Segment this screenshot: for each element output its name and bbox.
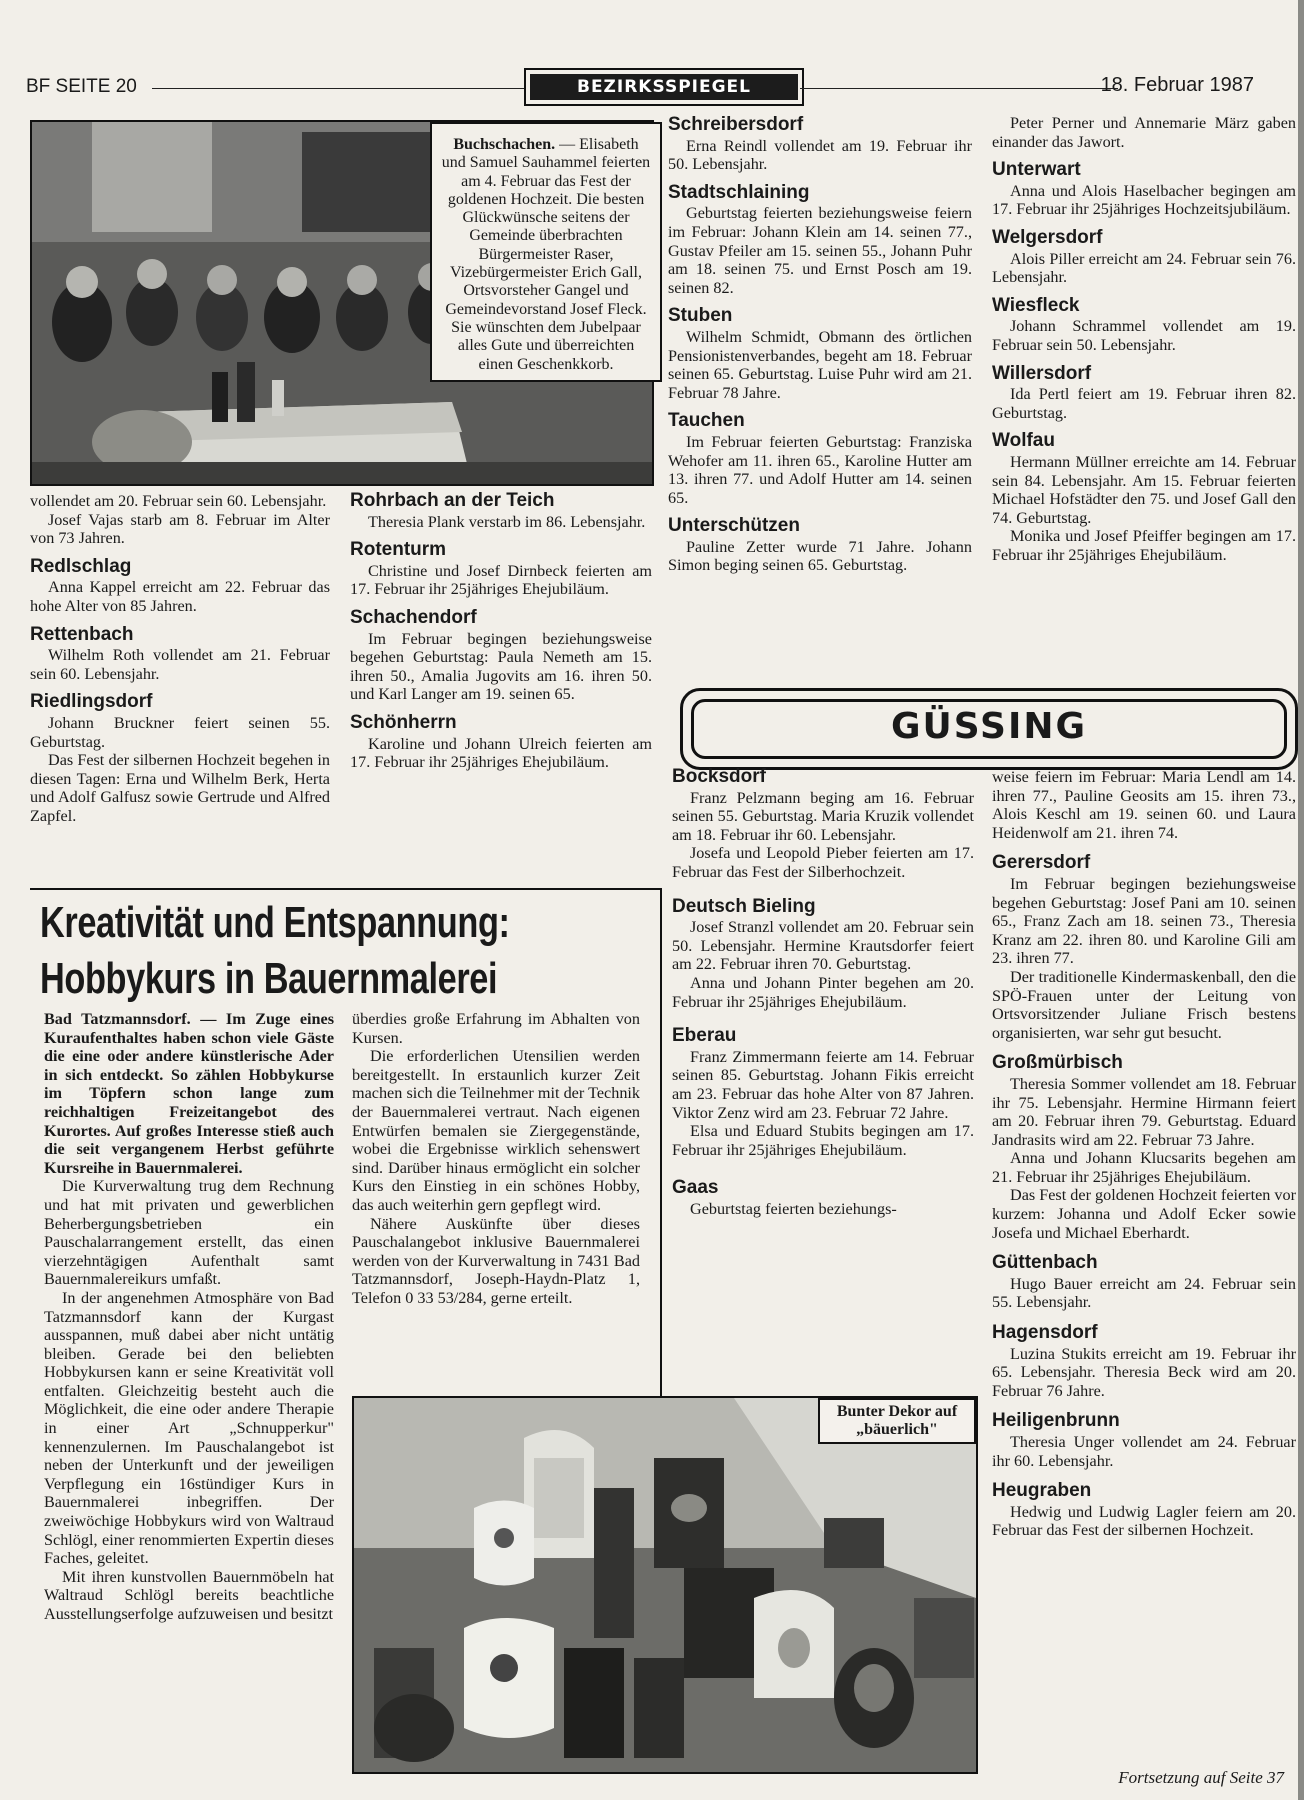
- col1-text-redlschlag: Anna Kappel erreicht am 22. Februar das hohe Alter von 85 Jahren.: [30, 578, 330, 615]
- col5-text-bocksdorf-2: Josefa und Leopold Pieber feierten am 17. Februar das Fest der Silberhochzeit.: [672, 844, 974, 881]
- col2-heading-rotenturm: Rotenturm: [350, 539, 447, 561]
- col4-text-wolfau-2: Monika und Josef Pfeiffer begingen am 17. Februar ihr 25jähriges Ehejubiläum.: [992, 527, 1296, 564]
- column-3: [668, 116, 972, 575]
- col1-heading-redlschlag: Redlschlag: [30, 555, 132, 577]
- col6-text-guettenbach: Hugo Bauer erreicht am 24. Februar sein 55. Lebensjahr.: [992, 1274, 1296, 1312]
- col6-text-grossmuerbisch-2: Anna und Johann Klucsarits begehen am 21. Februar ihr 25jähriges Ehejubiläum.: [992, 1149, 1296, 1186]
- col6-heading-gerersdorf: Gerersdorf: [992, 852, 1091, 874]
- header-rule-left: [152, 88, 524, 89]
- header-rule-right: [800, 88, 1118, 89]
- photo-golden-wedding-caption: [430, 122, 662, 382]
- col5-text-bocksdorf-1: Franz Pelzmann beging am 16. Februar seinen 55. Geburtstag. Maria Kruzik vollendet am 18. Februar ihr 60. Lebensjahr.: [672, 788, 974, 844]
- col2-heading-rohrbach: Rohrbach an der Teich: [350, 490, 555, 511]
- col6-heading-heiligenbrunn: Heiligenbrunn: [992, 1410, 1120, 1432]
- col3-text-stadtschlaining: Geburtstag feierten beziehungsweise feiern im Februar: Johann Klein am 14. seinen 77., Gustav Pfeiler am 15. seinen 55., Johann Puhr am 18. seinen 75. und Ernst Posch am 19. seinen 82.: [668, 204, 972, 297]
- column-5: [672, 768, 974, 1218]
- article-paragraph-5: Die erforderlichen Utensilien werden bereitgestellt. In erstaunlich kurzer Zeit machen sich die Teilnehmer mit der Technik der Bauernmalerei vertraut. Nach eigenen Entwürfen bemalen sie Ziergegenstände, wobei die Ergebnisse wirklich sehenswert sind. Darüber hinaus ermöglicht ein solcher Kurs den Einstieg in ein schönes Hobby, das auch weiterhin gern gepflegt wird.: [352, 1047, 640, 1214]
- col6-text-gerersdorf-1: Im Februar begingen beziehungsweise begehen Geburtstag: Josef Pani am 10. seinen 65., Franz Zach am 18. seinen 73., Theresia Kranz am 22. ihren 80. und Karoline Gili am 23. ihren 77.: [992, 874, 1296, 968]
- caption-place: Buchschachen.: [453, 136, 556, 153]
- col3-heading-tauchen: Tauchen: [668, 410, 745, 432]
- col2-text-schachendorf: Im Februar begingen beziehungsweise begehen Geburtstag: Paula Nemeth am 15. ihren 50., Amalia Jugovits am 16. ihren 50. und Karl Langer am 19. seinen 65.: [350, 629, 652, 704]
- col1-heading-rettenbach: Rettenbach: [30, 623, 134, 645]
- issue-date: 18. Februar 1987: [1100, 74, 1254, 96]
- col1-text-rettenbach: Wilhelm Roth vollendet am 21. Februar sein 60. Lebensjahr.: [30, 646, 330, 683]
- col5-heading-bocksdorf: Bocksdorf: [672, 766, 766, 787]
- col5-text-deutsch-bieling-1: Josef Stranzl vollendet am 20. Februar sein 50. Lebensjahr. Hermine Krautsdorfer feiert am 22. Februar ihren 70. Geburtstag.: [672, 918, 974, 974]
- col6-text-gerersdorf-2: Der traditionelle Kindermaskenball, den die SPÖ-Frauen unter der Leitung von Ortsvorsitzender Juliane Frisch bestens organisierten, war sehr gut besucht.: [992, 967, 1296, 1042]
- col6-heading-guettenbach: Güttenbach: [992, 1252, 1098, 1274]
- col4-heading-wiesfleck: Wiesfleck: [992, 294, 1080, 316]
- col5-heading-eberau: Eberau: [672, 1025, 737, 1047]
- col4-text-willersdorf: Ida Pertl feiert am 19. Februar ihren 82. Geburtstag.: [992, 385, 1296, 422]
- section-label: BEZIRKSSPIEGEL: [530, 74, 798, 100]
- article-paragraph-4: überdies große Erfahrung im Abhalten von Kursen.: [352, 1010, 640, 1047]
- article-column-b: [352, 1010, 640, 1308]
- column-4: [992, 114, 1296, 564]
- col2-text-rotenturm: Christine und Josef Dirnbeck feierten am 17. Februar ihr 25jähriges Ehejubiläum.: [350, 561, 652, 599]
- col2-text-schoenherrn: Karoline und Johann Ulreich feierten am 17. Februar ihr 25jähriges Ehejubiläum.: [350, 734, 652, 772]
- article-paragraph-3: Mit ihren kunstvollen Bauernmöbeln hat Waltraud Schlögl bereits beachtliche Ausstellungserfolge aufzuweisen und besitzt: [44, 1567, 334, 1623]
- col1-cont1: vollendet am 20. Februar sein 60. Lebensjahr.: [30, 492, 327, 510]
- photo-pottery: [352, 1396, 978, 1774]
- article-paragraph-6: Nähere Auskünfte über dieses Pauschalangebot inklusive Bauernmalerei werden von der Kurverwaltung in 7431 Bad Tatzmannsdorf, Joseph-Haydn-Platz 1, Telefon 0 33 53/284, gerne erteilt.: [352, 1214, 640, 1307]
- col2-heading-schachendorf: Schachendorf: [350, 606, 477, 628]
- col3-heading-unterschuetzen: Unterschützen: [668, 515, 800, 537]
- col5-heading-deutsch-bieling: Deutsch Bieling: [672, 895, 816, 917]
- column-2: [350, 492, 652, 772]
- col3-text-stuben: Wilhelm Schmidt, Obmann des örtlichen Pensionistenverbandes, begeht am 18. Februar seinen 65. Geburtstag. Luise Puhr wird am 21. Februar 78 Jahre.: [668, 327, 972, 402]
- col4-heading-unterwart: Unterwart: [992, 159, 1081, 181]
- article-paragraph-1: Die Kurverwaltung trug dem Rechnung und hat mit privaten und gewerblichen Beherbergungsbetrieben ein Pauschalarrangement erstellt, das einen vierzehntägigen Aufenthalt samt Bauernmalereikurs umfaßt.: [44, 1177, 334, 1289]
- col1-text-riedlingsdorf-1: Johann Bruckner feiert seinen 55. Geburtstag.: [30, 713, 330, 751]
- section-banner-guessing: [680, 688, 1298, 770]
- column-6: [992, 768, 1296, 1540]
- col1-heading-riedlingsdorf: Riedlingsdorf: [30, 691, 153, 713]
- col3-heading-stuben: Stuben: [668, 305, 733, 327]
- col3-text-schreibersdorf: Erna Reindl vollendet am 19. Februar ihr 50. Lebensjahr.: [668, 136, 972, 174]
- col4-text-unterwart: Anna und Alois Haselbacher begingen am 17. Februar ihr 25jähriges Hochzeitsjubiläum.: [992, 181, 1296, 219]
- col5-text-eberau-1: Franz Zimmermann feierte am 14. Februar seinen 85. Geburtstag. Johann Fikis erreicht am 23. Februar das hohe Alter von 87 Jahren. Viktor Zenz wird am 23. Februar 72 Jahre.: [672, 1047, 974, 1122]
- col5-text-gaas: Geburtstag feierten beziehungs-: [690, 1199, 897, 1218]
- continuation-note: Fortsetzung auf Seite 37: [1118, 1768, 1284, 1787]
- col4-heading-welgersdorf: Welgersdorf: [992, 226, 1103, 248]
- col5-text-deutsch-bieling-2: Anna und Johann Pinter begehen am 20. Februar ihr 25jähriges Ehejubiläum.: [672, 973, 974, 1011]
- col6-cont: weise feiern im Februar: Maria Lendl am 14. ihren 77., Pauline Geosits am 15. ihren 73., Alois Keschl am 19. seinen 60. und Laura Heidenwolf am 21. ihren 74.: [992, 768, 1296, 842]
- col5-text-eberau-2: Elsa und Eduard Stubits begingen am 17. Februar ihr 25jähriges Ehejubiläum.: [672, 1122, 974, 1159]
- col3-text-tauchen: Im Februar feierten Geburtstag: Franziska Wehofer am 11. ihren 65., Karoline Hutter am 13. ihren 77. und Adolf Hutter am 14. seinen 65.: [668, 432, 972, 507]
- section-banner-title: GÜSSING: [691, 699, 1287, 759]
- photo-pottery-image: [354, 1398, 976, 1772]
- col4-text-wolfau-1: Hermann Müllner erreichte am 14. Februar sein 84. Lebensjahr. Am 15. Februar feierten Michael Hofstädter den 75. und Josef Gall den 74. Geburtstag.: [992, 452, 1296, 527]
- col6-text-heiligenbrunn: Theresia Unger vollendet am 24. Februar ihr 60. Lebensjahr.: [992, 1433, 1296, 1470]
- col5-heading-gaas: Gaas: [672, 1177, 719, 1199]
- col3-heading-schreibersdorf: Schreibersdorf: [668, 114, 804, 135]
- article-column-a: [44, 1010, 334, 1624]
- col6-text-grossmuerbisch-1: Theresia Sommer vollendet am 18. Februar ihr 75. Lebensjahr. Hermine Hirmann feiert am 20. Februar ihren 79. Geburtstag. Eduard Jandrasits wird am 22. Februar 73 Jahre.: [992, 1074, 1296, 1149]
- photo-pottery-caption: Bunter Dekor auf „bäuerlich": [818, 1398, 976, 1444]
- col2-heading-schoenherrn: Schönherrn: [350, 711, 457, 733]
- column-1: [30, 492, 330, 826]
- col6-text-heugraben: Hedwig und Ludwig Lagler feiern am 20. Februar das Fest der silbernen Hochzeit.: [992, 1502, 1296, 1540]
- col3-heading-stadtschlaining: Stadtschlaining: [668, 181, 810, 203]
- col4-text-welgersdorf: Alois Piller erreicht am 24. Februar sein 76. Lebensjahr.: [992, 249, 1296, 287]
- page-edge-shadow: [1298, 0, 1304, 1800]
- section-label-box: [524, 68, 804, 106]
- col6-heading-grossmuerbisch: Großmürbisch: [992, 1052, 1123, 1074]
- col3-text-unterschuetzen: Pauline Zetter wurde 71 Jahre. Johann Simon beging seinen 65. Geburtstag.: [668, 537, 972, 575]
- headline-line-2: Hobbykurs in Bauernmalerei: [40, 954, 498, 1003]
- col6-text-grossmuerbisch-3: Das Fest der goldenen Hochzeit feierten vor kurzem: Johanna und Adolf Ecker sowie Josefa und Michael Eberhardt.: [992, 1186, 1296, 1242]
- col6-text-hagensdorf: Luzina Stukits erreicht am 19. Februar ihr 65. Lebensjahr. Theresia Beck wird am 20. Februar 76 Jahre.: [992, 1344, 1296, 1400]
- caption-text: — Elisabeth und Samuel Sauhammel feierten am 4. Februar das Fest der goldenen Hochzeit. Die besten Glückwünsche seitens der Gemeinde überbrachten Bürgermeister Raser, Vizebürgermeister Erich Gall, Ortsvorsteher Gangel und Gemeindevorstand Josef Fleck. Sie wünschten dem Jubelpaar alles Gute und überreichten einen Geschenkkorb.: [441, 136, 651, 373]
- article-top-rule: [30, 888, 660, 890]
- col4-text-wiesfleck: Johann Schrammel vollendet am 19. Februar sein 50. Lebensjahr.: [992, 317, 1296, 354]
- col6-heading-hagensdorf: Hagensdorf: [992, 1322, 1098, 1344]
- article-right-rule: [660, 888, 662, 1400]
- article-lead: Bad Tatzmannsdorf. — Im Zuge eines Kuraufenthaltes haben schon viele Gäste die eine oder andere künstlerische Ader in sich entdeckt. So zählen Hobbykurse im Töpfern schon lange zum reichhaltigen Freizeitangebot des Kurortes. Auf großes Interesse stieß auch die seit vergangenem Herbst geführte Kursreihe in Bauernmalerei.: [44, 1010, 334, 1177]
- page-number: BF SEITE 20: [26, 76, 137, 97]
- headline-line-1: Kreativität und Entspannung:: [40, 898, 510, 947]
- col2-text-rohrbach: Theresia Plank verstarb im 86. Lebensjahr.: [368, 512, 646, 531]
- article-paragraph-2: In der angenehmen Atmosphäre von Bad Tatzmannsdorf kann der Kurgast ausspannen, muß dabei aber nicht untätig bleiben. Gerade bei den beliebten Hobbykursen kann er seine Kreativität voll entfalten. Gleichzeitig besteht auch die Möglichkeit, die eine oder andere Therapie in einer Art „Schnupperkur" kennenzulernen. Im Pauschalangebot ist neben der Unterkunft und der jeweiligen Verpflegung ein 16stündiger Kurs in Bauernmalerei inbegriffen. Der zweiwöchige Hobbykurs wird von Waltraud Schlögl, einer renommierten Expertin dieses Faches, geleitet.: [44, 1288, 334, 1568]
- article-headline: [40, 895, 512, 1007]
- col1-text-riedlingsdorf-2: Das Fest der silbernen Hochzeit begehen in diesen Tagen: Erna und Wilhelm Berk, Herta und Adolf Galfusz sowie Gertrude und Alfred Zapfel.: [30, 751, 330, 825]
- col4-heading-willersdorf: Willersdorf: [992, 362, 1092, 384]
- col1-cont2: Josef Vajas starb am 8. Februar im Alter von 73 Jahren.: [30, 510, 330, 548]
- col4-cont: Peter Perner und Annemarie März gaben einander das Jawort.: [992, 114, 1296, 151]
- col4-heading-wolfau: Wolfau: [992, 430, 1055, 452]
- col6-heading-heugraben: Heugraben: [992, 1480, 1092, 1502]
